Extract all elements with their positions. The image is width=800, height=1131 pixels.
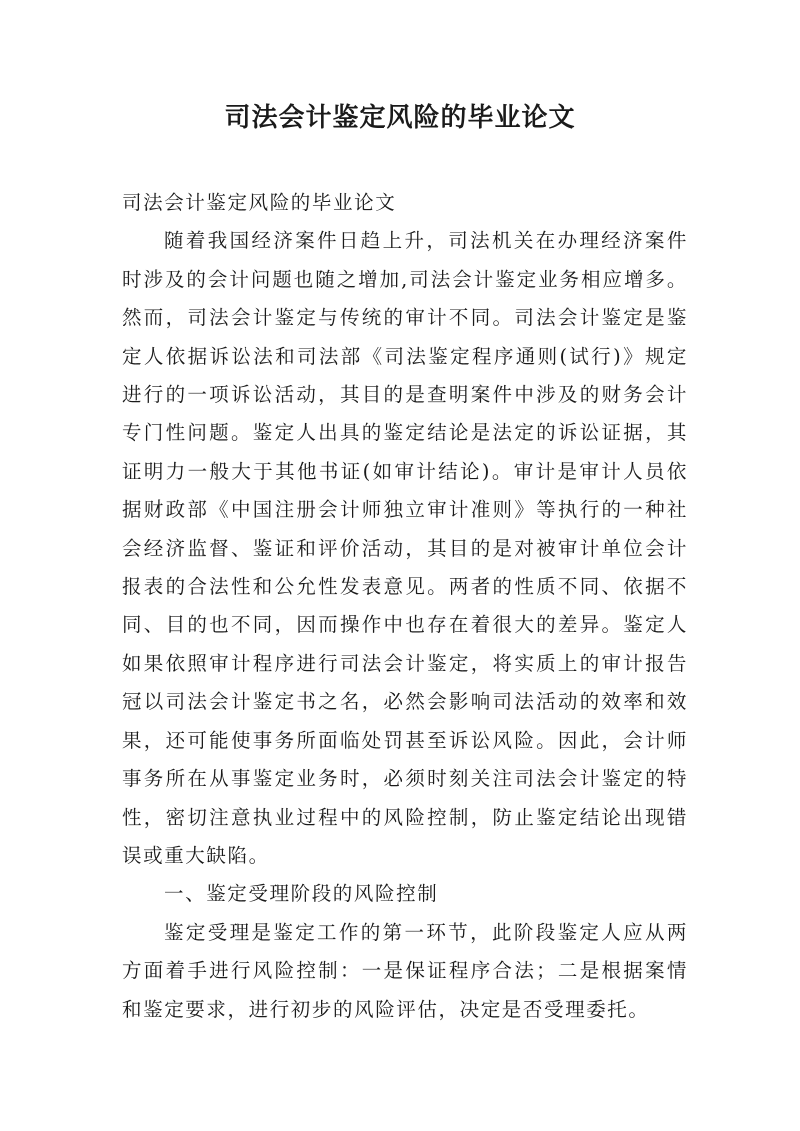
paragraph-acceptance: 鉴定受理是鉴定工作的第一环节，此阶段鉴定人应从两方面着手进行风险控制：一是保证程序合法；二是根据案情和鉴定要求，进行初步的风险评估，决定是否受理委托。 bbox=[122, 920, 688, 1021]
document-title: 司法会计鉴定风险的毕业论文 bbox=[224, 103, 576, 133]
document-subtitle: 司法会计鉴定风险的毕业论文 bbox=[122, 191, 397, 214]
document-body bbox=[122, 184, 688, 1029]
paragraph-intro: 随着我国经济案件日趋上升，司法机关在办理经济案件时涉及的会计问题也随之增加,司法会计鉴定业务相应增多。然而，司法会计鉴定与传统的审计不同。司法会计鉴定是鉴定人依据诉讼法和司法部《司法鉴定程序通则(试行)》规定进行的一项诉讼活动，其目的是查明案件中涉及的财务会计专门性问题。鉴定人出具的鉴定结论是法定的诉讼证据，其证明力一般大于其他书证(如审计结论)。审计是审计人员依据财政部《中国注册会计师独立审计准则》等执行的一种社会经济监督、鉴证和评价活动，其目的是对被审计单位会计报表的合法性和公允性发表意见。两者的性质不同、依据不同、目的也不同，因而操作中也存在着很大的差异。鉴定人如果依照审计程序进行司法会计鉴定，将实质上的审计报告冠以司法会计鉴定书之名，必然会影响司法活动的效率和效果，还可能使事务所面临处罚甚至诉讼风险。因此，会计师事务所在从事鉴定业务时，必须时刻关注司法会计鉴定的特性，密切注意执业过程中的风险控制，防止鉴定结论出现错误或重大缺陷。 bbox=[122, 229, 688, 867]
section-heading: 一、鉴定受理阶段的风险控制 bbox=[164, 882, 439, 906]
